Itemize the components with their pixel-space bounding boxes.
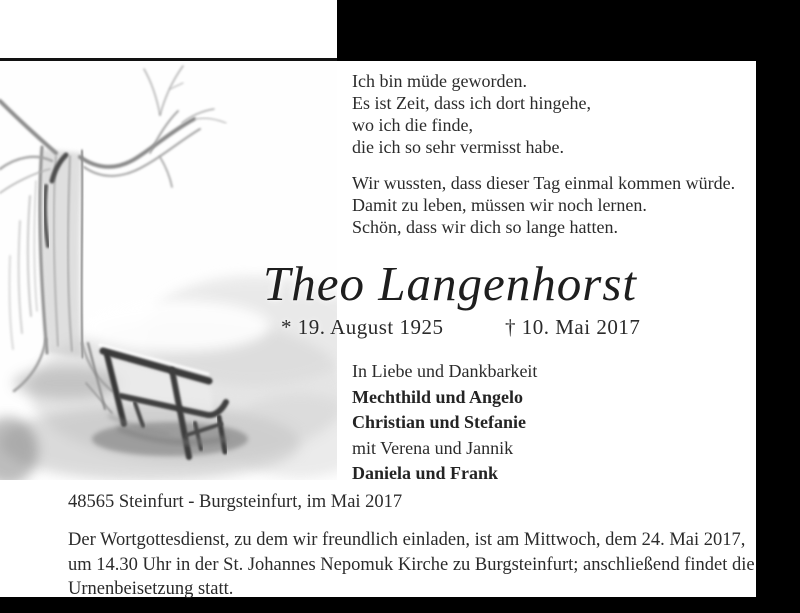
memorial-poem bbox=[352, 70, 735, 252]
masthead-blank-box bbox=[0, 0, 337, 61]
invitation-line: Der Wortgottesdienst, zu dem wir freundlich einladen, ist am Mittwoch, dem 24. Mai 2017, bbox=[68, 530, 746, 550]
poem-line: Schön, dass wir dich so lange hatten. bbox=[352, 217, 618, 237]
mourner-line: Daniela und Frank bbox=[352, 463, 499, 483]
mourner-line: Mechthild und Angelo bbox=[352, 386, 524, 407]
address-line: 48565 Steinfurt - Burgsteinfurt, im Mai 2017 bbox=[68, 492, 403, 512]
birth-date: * 19. August 1925 bbox=[281, 315, 444, 339]
mourners-block bbox=[352, 359, 537, 487]
invitation-line: Urnenbeisetzung statt. bbox=[68, 579, 234, 599]
poem-line: Ich bin müde geworden. bbox=[352, 71, 527, 91]
death-date: † 10. Mai 2017 bbox=[505, 315, 641, 339]
mourners-intro: In Liebe und Dankbarkeit bbox=[352, 361, 538, 381]
poem-stanza-1 bbox=[352, 70, 735, 158]
invitation-line: um 14.30 Uhr in der St. Johannes Nepomuk Kirche zu Burgsteinfurt; anschließend findet die bbox=[68, 554, 755, 575]
deceased-name: Theo Langenhorst bbox=[263, 256, 638, 311]
poem-line: Es ist Zeit, dass ich dort hingehe, bbox=[352, 93, 591, 113]
poem-line: wo ich die finde, bbox=[352, 115, 473, 135]
poem-stanza-2 bbox=[352, 172, 735, 238]
funeral-invitation bbox=[68, 528, 755, 602]
poem-line: Damit zu leben, müssen wir noch lernen. bbox=[352, 195, 647, 215]
top-black-band bbox=[337, 0, 800, 61]
mourner-line: mit Verena und Jannik bbox=[352, 437, 514, 458]
poem-line: die ich so sehr vermisst habe. bbox=[352, 137, 564, 157]
poem-line: Wir wussten, dass dieser Tag einmal kommen würde. bbox=[352, 173, 736, 193]
right-black-band bbox=[756, 0, 800, 613]
mourner-line: Christian und Stefanie bbox=[352, 412, 527, 432]
